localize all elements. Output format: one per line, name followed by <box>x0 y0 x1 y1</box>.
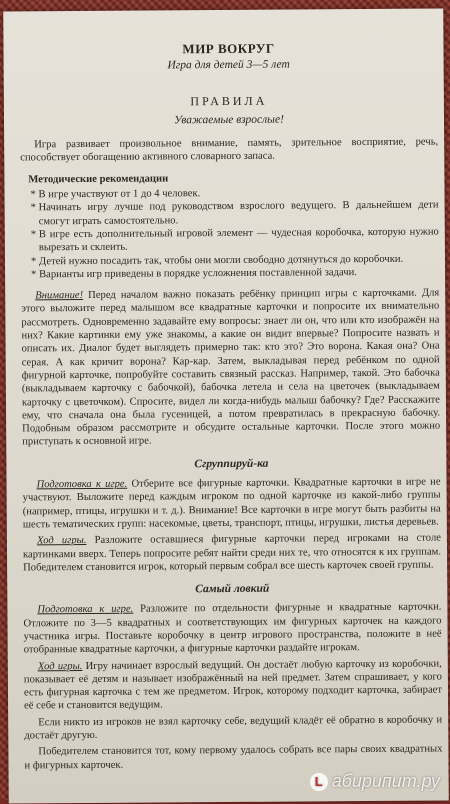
game-title: Сгруппируй-ка <box>194 457 269 470</box>
game-paragraph: Если никто из игроков не взял карточку себе, ведущий кладёт её обратно в коробочку и достаёт другую. <box>24 714 443 742</box>
list-item: * Варианты игр приведены в порядке усложнения поставленной задачи. <box>31 266 357 281</box>
game-paragraph: Подготовка к игре. Отберите все фигурные карточки. Квадратные карточки в игре не участвуют. Выложите перед каждым игроком по одной карточке из какой-либо группы (например, птицы, игрушки и т. д.). Внимание! Все карточки в игре могут быть разбиты на шесть тематических групп: насекомые, цветы, транспорт, птицы, игрушки, листья деревьев. <box>22 476 441 531</box>
labirint-logo-icon: L <box>310 773 328 791</box>
intro-paragraph: Игра развивает произвольное внимание, память, зрительное восприятие, речь, способствует обогащению активного словарного запаса. <box>20 136 439 164</box>
game-paragraph: Ход игры. Игру начинает взрослый ведущий. Он достаёт любую карточку из коробочки, показывает её детям и называет изображённый на ней предмет. Затем спрашивает, у кого есть фигурная карточка с тем же предметом. Игрок, которому подходит карточка, забирает её себе и становится ведущим. <box>23 658 443 712</box>
recommendations-list <box>28 186 439 282</box>
list-item: * Детей нужно посадить так, чтобы они могли свободно дотянуться до коробочки. <box>30 253 404 267</box>
site-watermark: L абирипит.ру <box>310 771 440 792</box>
list-item: * В игре участвуют от 1 до 4 человек. <box>30 188 201 201</box>
list-item: * Начинать игру лучше под руководством взрослого ведущего. В дальнейшем дети смогут играть самостоятельно. <box>30 199 439 227</box>
book-page <box>3 8 449 803</box>
page-title: МИР ВОКРУГ <box>182 40 275 57</box>
recommendations-title: Методические рекомендации <box>28 173 169 186</box>
greeting: Уважаемые взрослые! <box>174 113 284 127</box>
game-paragraph: Подготовка к игре. Разложите по отдельности фигурные и квадратные карточки. Отложите по 3—5 квадратных и соответствующих им фигурных карточек на каждого участника игры. Поставьте коробочку в центр игрового пространства, положите в неё отобранные квадратные карточки, а фигурные карточки раздайте игрокам. <box>23 601 442 656</box>
page-content <box>19 41 442 776</box>
game-title: Самый ловкий <box>195 582 270 596</box>
game-paragraph: Победителем становится тот, кому первому удалось собрать все пары своих квадратных и фигурных карточек. <box>24 743 443 772</box>
list-item: * В игре есть дополнительный игровой элемент — чудесная коробочка, которую нужно вырезать и склеить. <box>30 226 439 254</box>
rules-heading: ПРАВИЛА <box>190 93 268 108</box>
attention-paragraph: Внимание! Перед началом важно показать ребёнку принцип игры с карточками. Для этого выложите перед малышом все квадратные карточки и попросите их внимательно рассмотреть. Одновременно задавайте ему вопросы: знает ли он, что или кто изображён на них? Какие картинки ему уже знакомы, а какие он видит впервые? Попросите назвать и описать их. Диалог будет выглядеть примерно так: кто это? Это ворона. Какая она? Она серая. А как кричит ворона? Кар-кар. Затем, выкладывая перед ребёнком по одной фигурной карточке, попробуйте составить связный рассказ. Например, такой. Это бабочка (выкладываем карточку с бабочкой), бабочка летела и села на цветочек (выкладываем карточку с цветочком). Спросите, видел ли когда-нибудь малыш бабочку? Где? Расскажите ему, что сначала она была гусеницей, а потом превратилась в прекрасную бабочку. Подобным образом рассмотрите и обсудите остальные карточки. После этого можно приступать к основной игре. <box>21 287 441 448</box>
attention-lead: Внимание! <box>35 290 84 302</box>
game-paragraph: Ход игры. Разложите оставшиеся фигурные карточки перед игроками на столе картинками вверх. Теперь попросите ребят найти среди них те, что относятся к их группам. Победителем становится игрок, который первым собрал все шесть карточек своей группы. <box>22 532 442 574</box>
page-subtitle: Игра для детей 3—5 лет <box>167 58 290 72</box>
